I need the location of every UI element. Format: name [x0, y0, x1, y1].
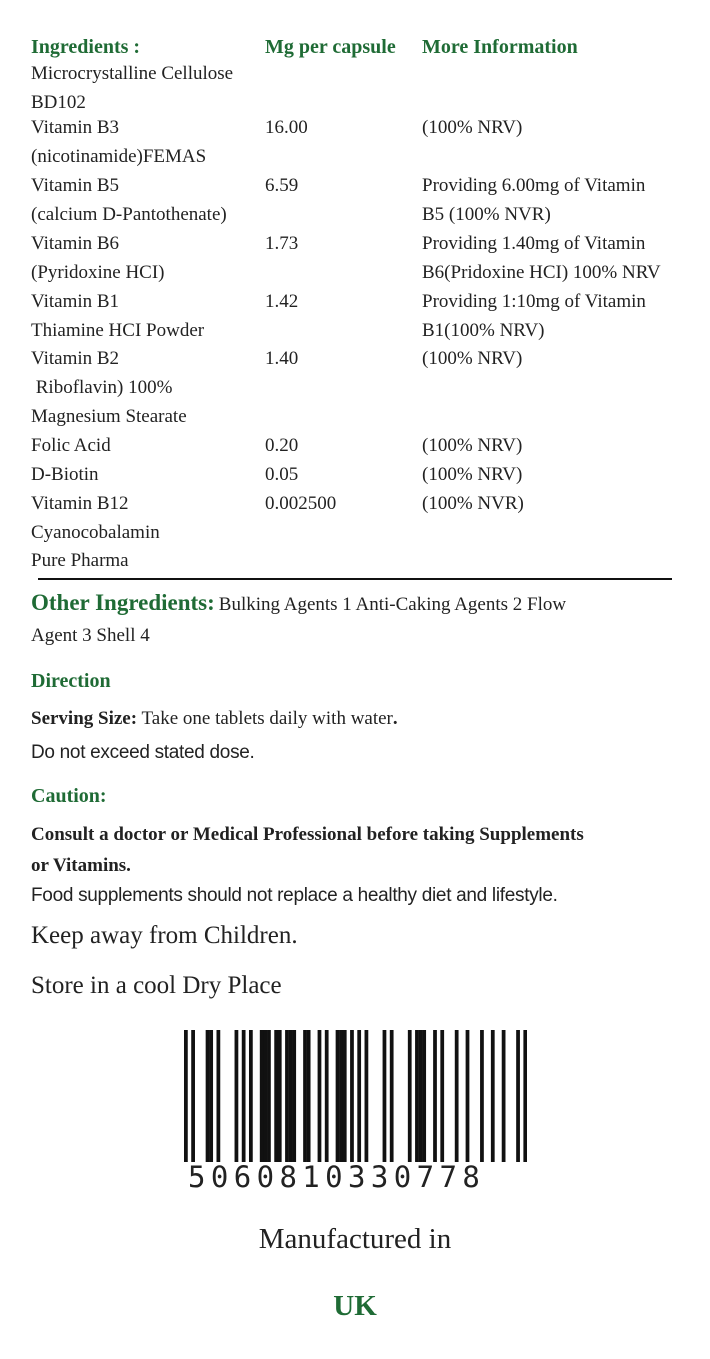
ingredient-line: Riboflavin) 100%	[31, 377, 173, 398]
barcode-bar	[263, 1030, 267, 1162]
mg-value: 1.40	[265, 348, 299, 369]
barcode-bar	[491, 1030, 495, 1162]
ingredient-line: Cyanocobalamin	[31, 522, 160, 543]
food-supplement-note: Food supplements should not replace a healthy diet and lifestyle.	[31, 885, 558, 906]
ingredient-line: Vitamin B2	[31, 348, 120, 369]
barcode-bar	[292, 1030, 296, 1162]
ingredient-line: (calcium D-Pantothenate)	[31, 204, 227, 225]
ingredient-line: Pure Pharma	[31, 550, 129, 571]
ingredient-line: BD102	[31, 92, 86, 113]
barcode-bar	[249, 1030, 253, 1162]
info-line: Providing 1:10mg of Vitamin	[422, 291, 646, 312]
info-line: (100% NRV)	[422, 464, 523, 485]
barcode-bar	[206, 1030, 210, 1162]
serving-size	[31, 708, 398, 730]
ingredient-line: (Pyridoxine HCI)	[31, 262, 165, 283]
manufactured-country: UK	[333, 1290, 377, 1322]
mg-value: 0.20	[265, 435, 299, 456]
barcode-bar	[422, 1030, 426, 1162]
mg-value: 0.002500	[265, 493, 337, 514]
barcode-bar	[516, 1030, 520, 1162]
barcode-bar	[278, 1030, 282, 1162]
other-ingredients-line1: Bulking Agents 1 Anti-Caking Agents 2 Flow	[218, 594, 567, 615]
barcode-bar	[466, 1030, 470, 1162]
mg-value: 16.00	[265, 117, 308, 138]
info-line: B6(Pridoxine HCI) 100% NRV	[422, 262, 661, 283]
barcode-bar	[235, 1030, 239, 1162]
dose-warning: Do not exceed stated dose.	[31, 742, 255, 763]
other-ingredients-line2: Agent 3 Shell 4	[31, 625, 150, 646]
barcode-bar	[480, 1030, 484, 1162]
barcode-bar	[260, 1030, 264, 1162]
barcode-bar	[289, 1030, 293, 1162]
barcode-bar	[408, 1030, 412, 1162]
mg-header: Mg per capsule	[265, 36, 396, 58]
caution-bold-line1: Consult a doctor or Medical Professional before taking Supplements	[31, 824, 584, 845]
barcode-bar	[415, 1030, 419, 1162]
ingredient-line: D-Biotin	[31, 464, 99, 485]
mg-value: 0.05	[265, 464, 299, 485]
barcode-bar	[350, 1030, 354, 1162]
storage-note: Store in a cool Dry Place	[31, 972, 282, 999]
manufactured-label: Manufactured in	[258, 1223, 452, 1255]
barcode-bar	[184, 1030, 188, 1162]
barcode-bar	[433, 1030, 437, 1162]
barcode-bar	[440, 1030, 444, 1162]
serving-size-label: Serving Size:	[31, 708, 138, 729]
barcode-bar	[216, 1030, 220, 1162]
ingredient-line: Vitamin B12	[31, 493, 129, 514]
barcode-bar	[267, 1030, 271, 1162]
barcode-bar	[336, 1030, 340, 1162]
barcode-bar	[339, 1030, 343, 1162]
ingredients-header: Ingredients :	[31, 36, 141, 58]
serving-size-period: .	[392, 708, 398, 729]
barcode-bar	[242, 1030, 246, 1162]
info-line: (100% NRV)	[422, 117, 523, 138]
barcode	[184, 1030, 527, 1162]
other-ingredients-title: Other Ingredients:	[31, 590, 215, 615]
barcode-bar	[357, 1030, 361, 1162]
barcode-bar	[502, 1030, 506, 1162]
ingredient-line: Thiamine HCI Powder	[31, 320, 205, 341]
barcode-bar	[343, 1030, 347, 1162]
table-divider	[38, 578, 672, 580]
barcode-bar	[307, 1030, 311, 1162]
ingredient-line: Vitamin B1	[31, 291, 120, 312]
ingredient-line: Vitamin B6	[31, 233, 120, 254]
barcode-bar	[274, 1030, 278, 1162]
info-line: (100% NVR)	[422, 493, 524, 514]
info-line: B1(100% NRV)	[422, 320, 545, 341]
keep-away-note: Keep away from Children.	[31, 922, 298, 949]
barcode-bar	[325, 1030, 329, 1162]
barcode-bar	[419, 1030, 423, 1162]
serving-size-text: Take one tablets daily with water	[141, 708, 393, 729]
mg-value: 6.59	[265, 175, 299, 196]
info-line: B5 (100% NVR)	[422, 204, 551, 225]
barcode-bar	[285, 1030, 289, 1162]
ingredient-line: Magnesium Stearate	[31, 406, 187, 427]
barcode-bar	[318, 1030, 322, 1162]
barcode-bar	[390, 1030, 394, 1162]
mg-value: 1.73	[265, 233, 299, 254]
barcode-bar	[365, 1030, 369, 1162]
mg-value: 1.42	[265, 291, 299, 312]
info-header: More Information	[422, 36, 578, 58]
info-line: Providing 6.00mg of Vitamin	[422, 175, 646, 196]
other-ingredients	[31, 590, 566, 616]
info-line: (100% NRV)	[422, 348, 523, 369]
barcode-bar	[191, 1030, 195, 1162]
ingredient-line: Vitamin B5	[31, 175, 120, 196]
ingredient-line: (nicotinamide)FEMAS	[31, 146, 207, 167]
caution-bold-line2: or Vitamins.	[31, 855, 131, 876]
ingredient-line: Folic Acid	[31, 435, 111, 456]
info-line: Providing 1.40mg of Vitamin	[422, 233, 646, 254]
barcode-bar	[383, 1030, 387, 1162]
info-line: (100% NRV)	[422, 435, 523, 456]
barcode-digits: 5060810330778	[188, 1160, 486, 1194]
caution-title: Caution:	[31, 785, 107, 807]
barcode-bar	[209, 1030, 213, 1162]
barcode-bar	[523, 1030, 527, 1162]
direction-title: Direction	[31, 670, 111, 692]
barcode-bar	[455, 1030, 459, 1162]
barcode-bar	[303, 1030, 307, 1162]
ingredient-line: Vitamin B3	[31, 117, 120, 138]
ingredient-line: Microcrystalline Cellulose	[31, 63, 234, 84]
